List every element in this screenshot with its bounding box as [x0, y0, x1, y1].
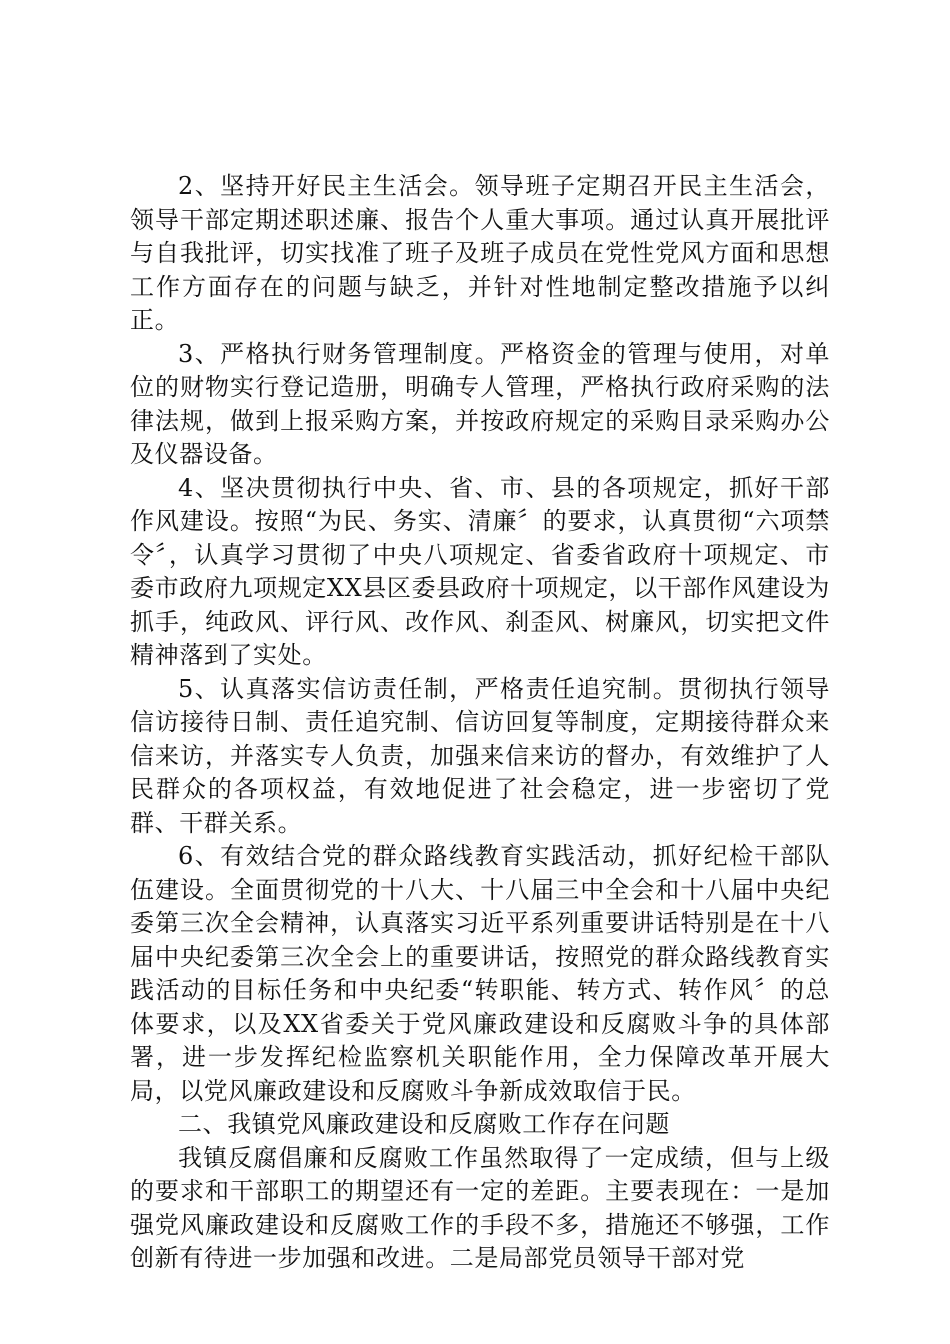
paragraph-item-5: 5、认真落实信访责任制，严格责任追究制。贯彻执行领导信访接待日制、责任追究制、信访回复等制度，定期接待群众来信来访，并落实专人负责，加强来信来访的督办，有效维护了人民群众的各项权益，有效地促进了社会稳定，进一步密切了党群、干群关系。: [130, 674, 830, 837]
document-body: [130, 170, 830, 1276]
paragraph-item-6: 6、有效结合党的群众路线教育实践活动，抓好纪检干部队伍建设。全面贯彻党的十八大、十八届三中全会和十八届中央纪委第三次全会精神，认真落实习近平系列重要讲话特别是在十八届中央纪委第三次全会上的重要讲话，按照党的群众路线教育实践活动的目标任务和中央纪委“转职能、转方式、转作风〞的总体要求，以及XX省委关于党风廉政建设和反腐败斗争的具体部署，进一步发挥纪检监察机关职能作用，全力保障改革开展大局，以党风廉政建设和反腐败斗争新成效取信于民。: [130, 842, 830, 1105]
paragraph-item-4: 4、坚决贯彻执行中央、省、市、县的各项规定，抓好干部作风建设。按照“为民、务实、清廉〞的要求，认真贯彻“六项禁令〞，认真学习贯彻了中央八项规定、省委省政府十项规定、市委市政府九项规定XX县区委县政府十项规定，以干部作风建设为抓手，纯政风、评行风、改作风、刹歪风、树廉风，切实把文件精神落到了实处。: [130, 473, 830, 669]
paragraph-item-2: 2、坚持开好民主生活会。领导班子定期召开民主生活会，领导干部定期述职述廉、报告个人重大事项。通过认真开展批评与自我批评，切实找准了班子及班子成员在党性党风方面和思想工作方面存在的问题与缺乏，并针对性地制定整改措施予以纠正。: [130, 172, 830, 334]
paragraph-problems-body: 我镇反腐倡廉和反腐败工作虽然取得了一定成绩，但与上级的要求和干部职工的期望还有一定的差距。主要表现在：一是加强党风廉政建设和反腐败工作的手段不多，措施还不够强，工作创新有待进一步加强和改进。二是局部党员领导干部对党: [130, 1143, 830, 1272]
paragraph-item-3: 3、严格执行财务管理制度。严格资金的管理与使用，对单位的财物实行登记造册，明确专人管理，严格执行政府采购的法律法规，做到上报采购方案，并按政府规定的采购目录采购办公及仪器设备。: [130, 339, 830, 468]
section-heading-problems: 二、我镇党风廉政建设和反腐败工作存在问题: [178, 1110, 670, 1138]
